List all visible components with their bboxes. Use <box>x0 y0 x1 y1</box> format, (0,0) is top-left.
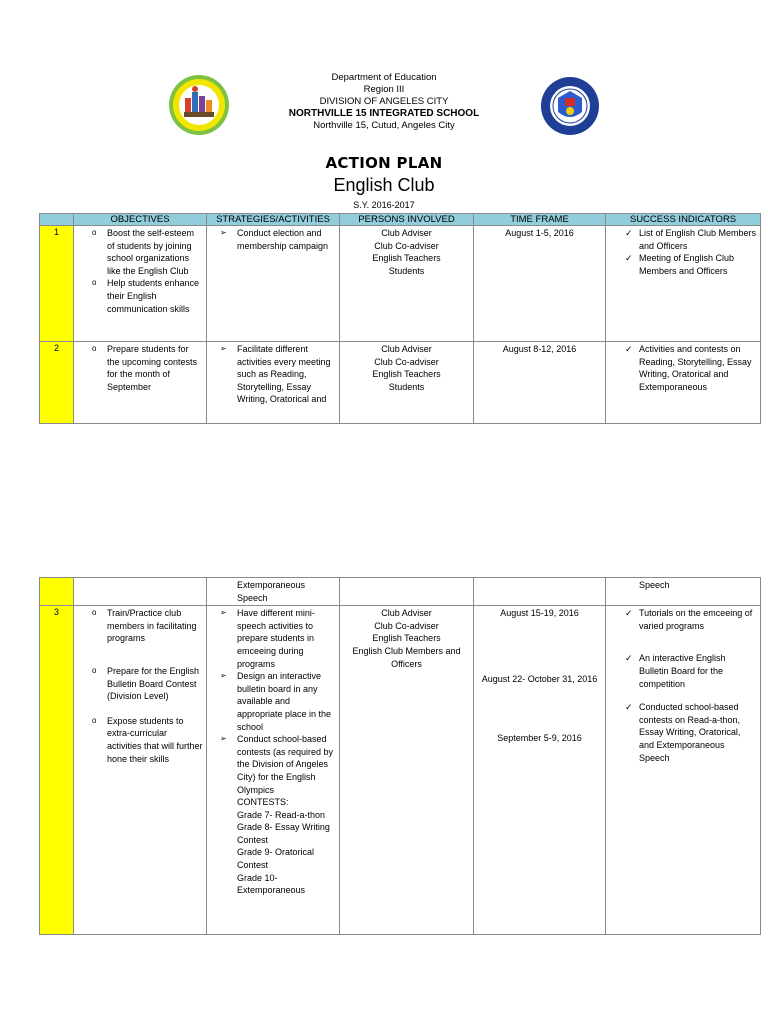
strategies-cell: Extemporaneous Speech <box>207 578 340 606</box>
time-frame-cell: August 8-12, 2016 <box>474 342 606 424</box>
school-name: NORTHVILLE 15 INTEGRATED SCHOOL <box>288 108 480 119</box>
row-number: 3 <box>40 606 74 935</box>
success-cell <box>606 606 761 935</box>
column-header <box>40 214 74 226</box>
success-item: ✓ An interactive English Bulletin Board for the competition <box>609 652 757 690</box>
objective-item: o Prepare for the English Bulletin Board Contest (Division Level) <box>77 665 203 703</box>
objectives-cell <box>74 226 207 342</box>
person-item: Students <box>388 265 425 276</box>
contest-item: Grade 7- Read-a-thon <box>237 809 326 820</box>
strategy-item: ➢ Conduct election and membership campaign <box>210 227 336 252</box>
table-row <box>40 342 761 424</box>
contest-item: Grade 9- Oratorical Contest <box>237 847 315 871</box>
objective-item: o Help students enhance their English communication skills <box>77 277 203 315</box>
strategy-item: ➢ Have different mini-speech activities to prepare students in emceeing during programs <box>210 607 336 670</box>
time-frame-cell <box>474 606 606 935</box>
objective-item: o Boost the self-esteem of students by joining school organizations like the English Club <box>77 227 203 277</box>
success-item: ✓ Activities and contests on Reading, Storytelling, Essay Writing, Oratorical and Extemporaneous <box>609 343 757 393</box>
time-frame-item: August 22- October 31, 2016 <box>481 673 598 684</box>
action-plan-table-part-1 <box>39 213 761 424</box>
person-item: English Teachers <box>372 369 441 380</box>
table-row <box>40 226 761 342</box>
department-line: Department of Education <box>331 72 437 83</box>
objective-item: o Expose students to extra-curricular activities that will further hone their skills <box>77 715 203 765</box>
strategies-cell <box>207 226 340 342</box>
success-item: ✓ Tutorials on the emceeing of varied programs <box>609 607 757 632</box>
person-item: English Teachers <box>372 253 441 264</box>
persons-cell <box>340 578 474 606</box>
table-row-continued <box>40 578 761 606</box>
document-subtitle: English Club <box>333 175 435 195</box>
column-header-time-frame: TIME FRAME <box>474 214 606 226</box>
school-year: S.Y. 2016-2017 <box>353 200 415 210</box>
person-item: English Teachers <box>372 633 441 644</box>
column-header-strategies: STRATEGIES/ACTIVITIES <box>207 214 340 226</box>
table-header-row <box>40 214 761 226</box>
success-item: ✓ Conducted school-based contests on Read-a-thon, Essay Writing, Oratorical, and Extemporaneous Speech <box>609 701 757 764</box>
objective-item: o Train/Practice club members in facilitating programs <box>77 607 203 645</box>
table-row <box>40 606 761 935</box>
person-item: Club Co-adviser <box>374 620 439 631</box>
success-item: ✓ List of English Club Members and Officers <box>609 227 757 252</box>
person-item: Club Adviser <box>381 344 432 354</box>
strategy-item: ➢ Facilitate different activities every meeting such as Reading, Storytelling, Essay Writing, Oratorical and <box>210 343 336 406</box>
strategies-cell <box>207 606 340 935</box>
objective-item: o Prepare students for the upcoming contests for the month of September <box>77 343 203 393</box>
strategy-item: ➢ Conduct school-based contests (as required by the Division of Angeles City) for the English Olympics <box>210 733 336 796</box>
strategies-cell <box>207 342 340 424</box>
contest-item: CONTESTS: <box>237 797 289 808</box>
time-frame-cell <box>474 578 606 606</box>
region-line: Region III <box>363 84 405 95</box>
success-cell: Speech <box>606 578 761 606</box>
person-item: Club Co-adviser <box>374 356 439 367</box>
column-header-persons: PERSONS INVOLVED <box>340 214 474 226</box>
objectives-cell <box>74 578 207 606</box>
contest-item: Grade 10- Extemporaneous <box>237 872 306 896</box>
objectives-cell <box>74 342 207 424</box>
success-cell <box>606 226 761 342</box>
time-frame-cell: August 1-5, 2016 <box>474 226 606 342</box>
persons-cell <box>340 342 474 424</box>
column-header-success-indicators: SUCCESS INDICATORS <box>606 214 761 226</box>
contest-item: Grade 8- Essay Writing Contest <box>237 822 330 845</box>
person-item: Club Adviser <box>381 228 432 238</box>
objectives-cell <box>74 606 207 935</box>
contests-list <box>210 796 336 897</box>
column-header-objectives: OBJECTIVES <box>74 214 207 226</box>
row-number: 2 <box>40 342 74 424</box>
school-address: Northville 15, Cutud, Angeles City <box>313 120 455 131</box>
row-number: 1 <box>40 226 74 342</box>
document-title: ACTION PLAN <box>325 154 443 172</box>
time-frame-item: September 5-9, 2016 <box>497 733 582 744</box>
action-plan-table-part-2 <box>39 577 761 935</box>
person-item: Club Adviser <box>381 608 432 619</box>
persons-cell <box>340 226 474 342</box>
success-item: ✓ Meeting of English Club Members and Officers <box>609 252 757 277</box>
division-line: DIVISION OF ANGELES CITY <box>319 96 449 107</box>
time-frame-item: August 15-19, 2016 <box>500 608 579 619</box>
success-cell <box>606 342 761 424</box>
strategy-item: ➢ Design an interactive bulletin board in any available and appropriate place in the school <box>210 670 336 733</box>
person-item: Students <box>388 381 425 392</box>
row-number <box>40 578 74 606</box>
person-item: English Club Members and Officers <box>352 645 461 669</box>
person-item: Club Co-adviser <box>374 240 439 251</box>
letterhead <box>0 72 768 132</box>
persons-cell <box>340 606 474 935</box>
